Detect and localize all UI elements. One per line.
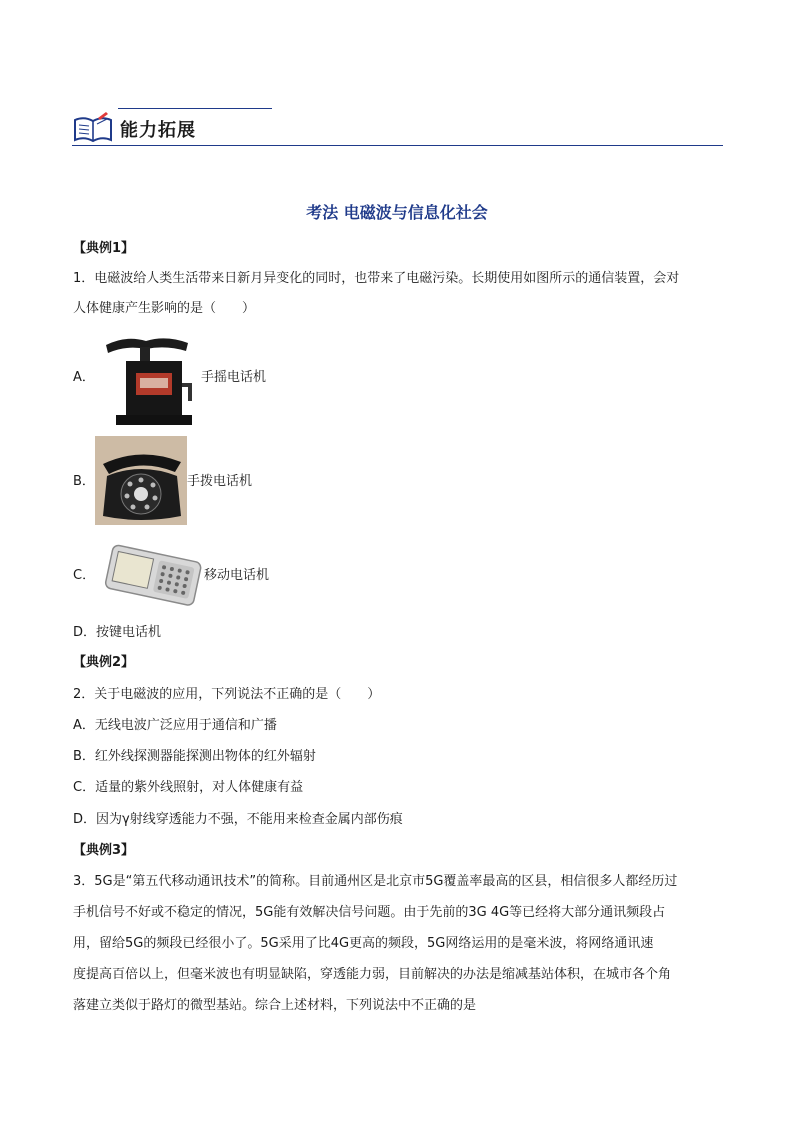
question-1-line-1: 1．电磁波给人类生活带来日新月异变化的同时，也带来了电磁污染。长期使用如图所示的通信装置，会对 [73,271,680,286]
header-title: 能力拓展 [120,120,196,141]
option-b-letter: B． [73,474,95,489]
question-2-option-d: D．因为γ射线穿透能力不强，不能用来检查金属内部伤痕 [73,812,403,827]
example-1-label: 【典例1】 [73,241,135,256]
question-3-line-3: 用，留给5G的频段已经很小了。5G采用了比4G更高的频段，5G网络运用的是毫米波，将网络通讯速 [73,936,654,951]
question-2-option-b: B．红外线探测器能探测出物体的红外辐射 [73,749,316,764]
example-3-label: 【典例3】 [73,843,135,858]
header-top-line [118,108,272,109]
mobile-phone-image [100,541,204,611]
question-3-line-4: 度提高百倍以上，但毫米波也有明显缺陷，穿透能力弱，目前解决的办法是缩减基站体积，在城市各个角 [73,967,672,982]
option-d: D．按键电话机 [73,625,162,640]
question-2-option-a: A．无线电波广泛应用于通信和广播 [73,718,277,733]
option-a-text: 手摇电话机 [201,370,267,385]
rotary-telephone-image [95,436,187,525]
question-3-line-1: 3．5G是“第五代移动通讯技术”的简称。目前通州区是北京市5G覆盖率最高的区县，相信很多人都经历过 [73,874,678,889]
option-c-text: 移动电话机 [204,568,270,583]
question-2: 2．关于电磁波的应用，下列说法不正确的是（ ） [73,687,381,702]
question-3-line-2: 手机信号不好或不稳定的情况，5G能有效解决信号问题。由于先前的3G 4G等已经将大部分通讯频段占 [73,905,666,920]
option-a-letter: A． [73,370,95,385]
header-rule [72,145,723,146]
crank-telephone-image [96,333,200,427]
section-title: 考法 电磁波与信息化社会 [306,203,488,222]
section-header [72,106,723,148]
question-3-line-5: 落建立类似于路灯的微型基站。综合上述材料，下列说法中不正确的是 [73,998,477,1013]
open-book-icon [72,112,114,144]
question-2-option-c: C．适量的紫外线照射，对人体健康有益 [73,780,304,795]
example-2-label: 【典例2】 [73,655,135,670]
question-1-line-2: 人体健康产生影响的是（ ） [73,301,256,316]
option-c-letter: C． [73,568,96,583]
option-b-text: 手拨电话机 [187,474,253,489]
